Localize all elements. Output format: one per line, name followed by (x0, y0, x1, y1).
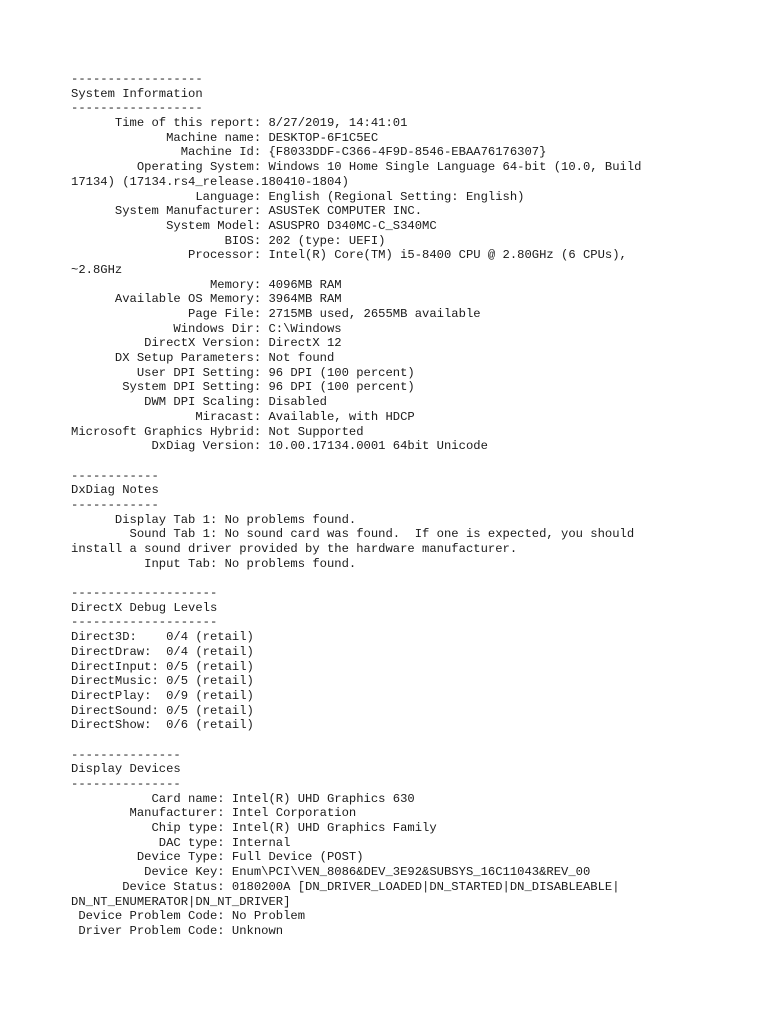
report-line: Language: English (Regional Setting: English) (71, 189, 525, 204)
report-line: BIOS: 202 (type: UEFI) (71, 233, 386, 248)
report-line: Memory: 4096MB RAM (71, 277, 342, 292)
report-line: --------------- (71, 777, 181, 791)
report-line: DN_NT_ENUMERATOR|DN_NT_DRIVER] (71, 894, 291, 909)
report-line: DX Setup Parameters: Not found (71, 351, 335, 366)
report-line: DirectPlay: 0/9 (retail) (71, 688, 254, 703)
report-line: Device Problem Code: No Problem (71, 909, 306, 924)
report-line: -------------------- (71, 615, 218, 630)
report-line: System Information (71, 86, 203, 101)
report-line: DirectInput: 0/5 (retail) (71, 659, 254, 674)
report-line: System DPI Setting: 96 DPI (100 percent) (71, 380, 415, 395)
report-line: Windows Dir: C:\Windows (71, 321, 342, 336)
report-line: ------------ (71, 468, 159, 483)
report-line: DirectX Version: DirectX 12 (71, 336, 342, 351)
report-line: DirectShow: 0/6 (retail) (71, 718, 254, 733)
report-line: install a sound driver provided by the hardware manufacturer. (71, 542, 518, 556)
report-line: DAC type: Internal (71, 835, 291, 850)
report-line: Device Type: Full Device (POST) (71, 850, 364, 865)
report-line: Machine Id: {F8033DDF-C366-4F9D-8546-EBAA76176307} (71, 145, 547, 160)
report-line: -------------------- (71, 586, 218, 601)
report-line: Sound Tab 1: No sound card was found. If one is expected, you should (71, 527, 635, 542)
report-line: Display Tab 1: No problems found. (71, 512, 357, 527)
report-line: DirectDraw: 0/4 (retail) (71, 644, 254, 659)
report-line (71, 454, 641, 469)
report-line: DxDiag Version: 10.00.17134.0001 64bit Unicode (71, 439, 488, 454)
report-line: Miracast: Available, with HDCP (71, 409, 415, 424)
dxdiag-report (71, 72, 641, 939)
report-line: ~2.8GHz (71, 262, 123, 277)
report-line: ------------ (71, 497, 159, 512)
report-line: Device Key: Enum\PCI\VEN_8086&DEV_3E92&SUBSYS_16C11043&REV_00 (71, 865, 591, 880)
report-line: Page File: 2715MB used, 2655MB available (71, 307, 481, 321)
report-line: DirectMusic: 0/5 (retail) (71, 674, 254, 689)
report-line: Time of this report: 8/27/2019, 14:41:01 (71, 116, 408, 131)
report-line (71, 733, 641, 748)
report-line (71, 571, 641, 586)
report-line: Display Devices (71, 762, 181, 777)
report-line: Microsoft Graphics Hybrid: Not Supported (71, 424, 364, 439)
report-line: DWM DPI Scaling: Disabled (71, 395, 327, 410)
report-line: Manufacturer: Intel Corporation (71, 806, 357, 821)
report-line: System Manufacturer: ASUSTeK COMPUTER INC. (71, 204, 423, 219)
report-line: DxDiag Notes (71, 483, 159, 498)
report-line: System Model: ASUSPRO D340MC-C_S340MC (71, 218, 437, 233)
report-line: Direct3D: 0/4 (retail) (71, 630, 254, 645)
report-line: Operating System: Windows 10 Home Single Language 64-bit (10.0, Build (71, 160, 642, 175)
report-line: 17134) (17134.rs4_release.180410-1804) (71, 174, 349, 189)
report-line: DirectX Debug Levels (71, 600, 218, 615)
report-line: Input Tab: No problems found. (71, 556, 357, 571)
report-line: ------------------ (71, 72, 203, 86)
report-line: User DPI Setting: 96 DPI (100 percent) (71, 365, 415, 380)
report-line: Machine name: DESKTOP-6F1C5EC (71, 130, 379, 145)
report-line: Card name: Intel(R) UHD Graphics 630 (71, 791, 415, 806)
report-line: Available OS Memory: 3964MB RAM (71, 292, 342, 307)
report-line: Processor: Intel(R) Core(TM) i5-8400 CPU @ 2.80GHz (6 CPUs), (71, 248, 627, 263)
report-line: ------------------ (71, 101, 203, 116)
report-line: Driver Problem Code: Unknown (71, 923, 284, 938)
report-line: DirectSound: 0/5 (retail) (71, 703, 254, 718)
report-line: --------------- (71, 747, 181, 762)
report-line: Device Status: 0180200A [DN_DRIVER_LOADED|DN_STARTED|DN_DISABLEABLE| (71, 879, 620, 894)
report-line: Chip type: Intel(R) UHD Graphics Family (71, 821, 437, 836)
